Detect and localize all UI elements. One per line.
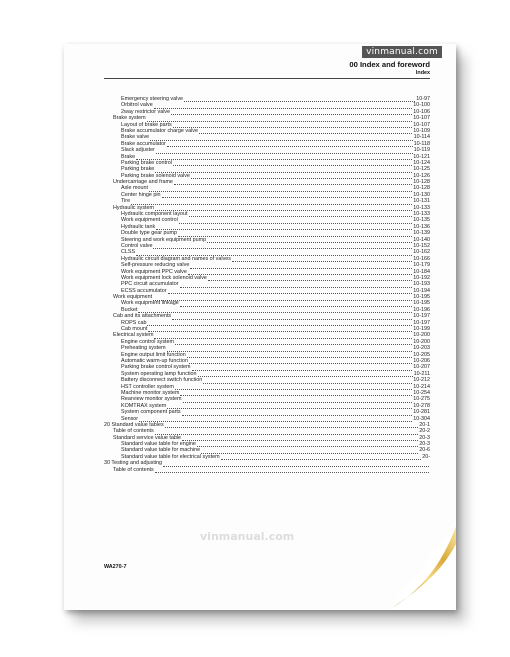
toc-entry-page: 10-195 [413, 294, 430, 301]
toc-entry-label: Work equipment [113, 294, 153, 301]
toc-entry [104, 313, 430, 319]
toc-leader-dots [182, 411, 413, 416]
toc-leader-dots [183, 398, 413, 403]
toc-entry-label: CLSS [121, 249, 136, 256]
toc-entry-label: Work equipment linkage [121, 300, 179, 307]
toc-entry [104, 467, 430, 473]
toc-entry-page: 10-200 [413, 338, 430, 345]
toc-leader-dots [156, 149, 413, 154]
toc-entry-label: Hydraulic component layout [121, 211, 188, 218]
toc-leader-dots [139, 417, 412, 422]
toc-entry-label: Standard value table for machine [121, 447, 201, 454]
toc-entry-page: 10-97 [416, 95, 430, 102]
toc-leader-dots [162, 193, 413, 198]
toc-entry-page: 10-152 [413, 242, 430, 249]
toc-entry-page: 10-109 [413, 127, 430, 134]
toc-entry-page: 10-206 [413, 358, 430, 364]
toc-entry [104, 409, 430, 415]
toc-leader-dots [167, 347, 413, 352]
toc-entry-label: HST controller system [121, 383, 174, 390]
toc-entry-page: 10-126 [413, 172, 430, 179]
toc-entry-page: 10-125 [413, 166, 430, 173]
toc-entry-page: 10-203 [413, 345, 430, 352]
toc-entry [104, 109, 430, 115]
footer-model: WA270-7 [104, 564, 127, 570]
toc-entry-page: 10-100 [413, 102, 430, 109]
toc-entry [104, 96, 430, 102]
toc-entry-label: KOMTRAX system [121, 402, 167, 409]
toc-entry-page: 10-139 [413, 230, 430, 237]
toc-leader-dots [184, 97, 415, 102]
toc-leader-dots [197, 442, 418, 447]
toc-entry-label: Brake valve [121, 134, 150, 141]
toc-leader-dots [136, 155, 412, 160]
toc-entry-label: 2way restrictor valve [121, 108, 171, 115]
toc-entry-label: Cab mount [121, 326, 148, 333]
toc-entry-label: Engine output limit function [121, 351, 186, 358]
toc-entry-label: Machine monitor system [121, 389, 180, 396]
toc-entry-label: Undercarriage and frame [113, 179, 173, 186]
toc-leader-dots [179, 219, 412, 224]
toc-leader-dots [165, 423, 419, 428]
toc-entry-label: Parking brake control [121, 159, 172, 166]
toc-entry-label: Standard value table for engine [121, 441, 196, 448]
toc-entry-page: 10-281 [413, 409, 430, 416]
toc-entry-page: 10-197 [413, 313, 430, 320]
toc-entry-page: 10-106 [413, 108, 430, 115]
toc-entry-page: 10-128 [413, 179, 430, 186]
site-watermark: vinmanual.com [362, 46, 442, 58]
toc-entry-label: Brake accumulator [121, 140, 166, 147]
toc-entry-label: Sensor [121, 415, 139, 422]
toc-entry-page: 10-211 [413, 370, 430, 377]
toc-leader-dots [180, 391, 412, 396]
toc-entry-page: 10-205 [413, 351, 430, 358]
toc-entry-label: Cab and its attachments [113, 313, 172, 320]
toc-entry-page: 10-192 [413, 274, 430, 281]
toc-entry-label: Parking brake solenoid valve [121, 172, 190, 179]
toc-entry [104, 320, 430, 326]
toc-entry-label: Control valve [121, 242, 153, 249]
toc-entry [104, 128, 430, 134]
toc-entry-label: Center hinge pin [121, 191, 161, 198]
toc-leader-dots [172, 315, 412, 320]
toc-entry-label: Battery disconnect switch function [121, 377, 203, 384]
toc-leader-dots [149, 187, 412, 192]
toc-leader-dots [147, 117, 413, 122]
toc-entry-page: 10-166 [413, 255, 430, 262]
toc-leader-dots [163, 462, 429, 467]
toc-entry-page: 10-162 [413, 249, 430, 256]
toc-leader-dots [148, 327, 412, 332]
toc-entry-label: Double type gear pump [121, 230, 178, 237]
toc-entry-label: Automatic warm-up function [121, 358, 188, 364]
toc-entry-label: Work equipment PPC valve [121, 268, 187, 275]
toc-leader-dots [168, 289, 413, 294]
toc-leader-dots [155, 206, 412, 211]
toc-leader-dots [189, 359, 412, 364]
toc-entry-page: 10-196 [413, 306, 430, 313]
toc-leader-dots [199, 129, 412, 134]
toc-entry-label: Work equipment control [121, 217, 178, 224]
toc-entry-label: System component parts [121, 409, 181, 416]
toc-entry-label: Preheating system [121, 345, 166, 352]
toc-entry-page: 10-254 [413, 389, 430, 396]
toc-entry-page: 10-119 [413, 147, 430, 154]
toc-leader-dots [189, 212, 413, 217]
toc-leader-dots [171, 110, 412, 115]
toc-entry-page: 10-128 [413, 185, 430, 192]
toc-entry-page: 10-114 [413, 134, 430, 141]
toc-leader-dots [182, 436, 418, 441]
toc-entry-page: 20- [422, 453, 430, 460]
toc-entry-label: Work equipment lock solenoid valve [121, 274, 207, 281]
toc-entry [104, 179, 430, 185]
toc-leader-dots [173, 123, 413, 128]
toc-entry-label: Emergency steering valve [121, 95, 184, 102]
toc-entry-label: 20 Standard value tables [104, 421, 164, 428]
toc-entry-label: Engine control system [121, 338, 175, 345]
toc-leader-dots [203, 379, 412, 384]
toc-entry-page: 10-124 [413, 159, 430, 166]
toc-entry-page: 10-199 [413, 326, 430, 333]
toc-entry-page: 10-193 [413, 281, 430, 288]
toc-entry-label: Table of contents [113, 428, 154, 435]
toc-leader-dots [192, 366, 413, 371]
toc-leader-dots [180, 283, 413, 288]
toc-entry-page: 10-197 [413, 319, 430, 326]
toc-entry-page: 10-200 [413, 332, 430, 339]
toc-leader-dots [167, 142, 413, 147]
toc-entry-label: Orbitrol valve [121, 102, 153, 109]
toc-entry-page: 10-140 [413, 236, 430, 243]
toc-entry-page: 10-179 [413, 262, 430, 269]
toc-entry-page: 10-212 [413, 377, 430, 384]
toc-leader-dots [221, 455, 422, 460]
toc-leader-dots [175, 385, 412, 390]
toc-leader-dots [178, 232, 412, 237]
toc-entry-page: 20-3 [419, 441, 430, 448]
header-divider [104, 78, 430, 79]
toc-leader-dots [153, 296, 412, 301]
toc-entry-page: 10-195 [413, 300, 430, 307]
page-curl-icon [388, 524, 456, 610]
toc-entry-page: 10-130 [413, 191, 430, 198]
toc-entry-label: PPC circuit accumulator [121, 281, 179, 288]
toc-entry-label: Hydraulic circuit diagram and names of valves [121, 255, 231, 262]
toc-entry-page: 10-133 [413, 211, 430, 218]
center-watermark: vinmanual.com [200, 530, 295, 543]
toc-entry-label: Self-pressure reducing valve [121, 262, 190, 269]
toc-entry-page: 10-275 [413, 396, 430, 403]
toc-leader-dots [150, 136, 412, 141]
toc-entry-label: Slack adjuster [121, 147, 155, 154]
toc-entry-page: 10-214 [413, 383, 430, 390]
toc-entry-label: 30 Testing and adjusting [104, 460, 163, 467]
toc-leader-dots [154, 334, 412, 339]
toc-entry-page: 10-304 [413, 415, 430, 422]
toc-entry-page: 10-278 [413, 402, 430, 409]
toc-entry-label: Table of contents [113, 466, 154, 473]
toc-leader-dots [175, 340, 412, 345]
toc-entry-page: 10-207 [413, 364, 430, 371]
toc-entry-page: 10-184 [413, 268, 430, 275]
toc-entry-label: Brake [121, 153, 136, 160]
page-subtitle: Index [415, 70, 430, 76]
toc-entry [104, 301, 430, 307]
toc-leader-dots [147, 321, 412, 326]
toc-leader-dots [153, 244, 412, 249]
toc-leader-dots [198, 372, 413, 377]
toc-leader-dots [174, 180, 412, 185]
toc-entry-page: 20-2 [419, 428, 430, 435]
toc-leader-dots [207, 238, 412, 243]
toc-entry-label: System operating lamp function [121, 370, 197, 377]
toc-leader-dots [156, 225, 412, 230]
toc-entry-page: 10-107 [413, 121, 430, 128]
toc-leader-dots [188, 270, 412, 275]
toc-entry-page: 10-136 [413, 223, 430, 230]
toc-leader-dots [154, 104, 412, 109]
toc-entry-page: 10-194 [413, 287, 430, 294]
toc-entry-page: 20-1 [419, 421, 430, 428]
toc-leader-dots [201, 449, 418, 454]
toc-leader-dots [131, 200, 412, 205]
toc-entry-label: Tire [121, 198, 131, 205]
toc-leader-dots [187, 353, 412, 358]
toc-entry [104, 147, 430, 153]
toc-entry-label: Axle mount [121, 185, 148, 192]
toc-leader-dots [138, 308, 412, 313]
toc-entry-label: Parking brake [121, 166, 155, 173]
toc-leader-dots [155, 468, 429, 473]
toc-entry-label: Hydraulic tank [121, 223, 156, 230]
toc-entry-label: Layout of brake parts [121, 121, 172, 128]
toc-entry-label: Standard service value table [113, 434, 182, 441]
toc-entry-page: 10-121 [413, 153, 430, 160]
toc-entry-label: Electrical system [113, 332, 154, 339]
toc-leader-dots [232, 257, 412, 262]
toc-leader-dots [191, 174, 412, 179]
toc-entry-page: 20-3 [419, 434, 430, 441]
toc-entry-page: 10-118 [413, 140, 430, 147]
toc-entry-label: ECSS accumulator [121, 287, 167, 294]
toc-entry-label: Standard value table for electrical system [121, 453, 220, 460]
toc-entry-page: 10-133 [413, 204, 430, 211]
toc-leader-dots [208, 276, 412, 281]
toc-leader-dots [190, 264, 412, 269]
toc-leader-dots [155, 430, 418, 435]
toc-leader-dots [167, 404, 412, 409]
toc-entry-label: ROPS cab [121, 319, 147, 326]
manual-page [64, 44, 456, 610]
toc-entry-page: 10-135 [413, 217, 430, 224]
toc-entry-label: Bucket [121, 306, 138, 313]
toc-entry-label: Steering and work equipment pump [121, 236, 207, 243]
toc-entry-label: Brake system [113, 115, 146, 122]
toc-entry-label: Rearview monitor system [121, 396, 182, 403]
toc-entry-page: 20-6 [419, 447, 430, 454]
toc-leader-dots [155, 168, 412, 173]
toc-leader-dots [180, 302, 412, 307]
toc-entry-label: Parking brake control system [121, 364, 191, 371]
toc-entry-label: Hydraulic system [113, 204, 155, 211]
page-title: 00 Index and foreword [349, 60, 430, 69]
toc-entry [104, 192, 430, 198]
toc-entry [104, 237, 430, 243]
toc-leader-dots [173, 161, 412, 166]
toc-entry-label: Brake accumulator charge valve [121, 127, 199, 134]
toc-entry [104, 288, 430, 294]
table-of-contents [104, 96, 430, 473]
toc-entry-page: 10-107 [413, 115, 430, 122]
toc-entry-page: 10-131 [413, 198, 430, 205]
toc-entry [104, 243, 430, 249]
